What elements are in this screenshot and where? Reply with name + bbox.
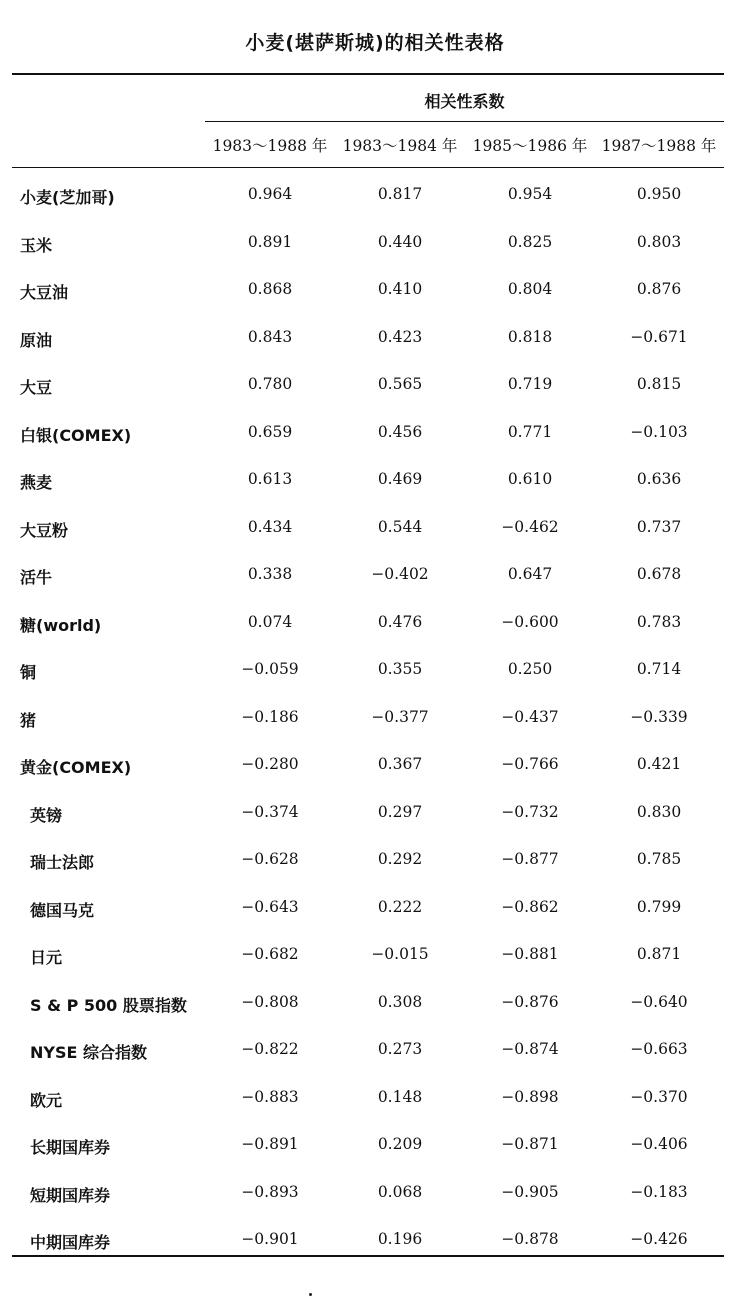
table-cell: −0.905: [501, 1183, 559, 1201]
table-cell: 0.421: [636, 755, 682, 773]
table-cell: −0.862: [501, 898, 559, 916]
table-cell: −0.901: [241, 1230, 299, 1248]
table-cell: 0.209: [377, 1135, 423, 1153]
table-cell: −0.059: [241, 660, 299, 678]
table-cell: 0.830: [636, 803, 682, 821]
row-label: 中期国库券: [30, 1233, 111, 1252]
table-cell: 0.719: [507, 375, 553, 393]
table-cell: 0.308: [377, 993, 423, 1011]
table-cell: −0.881: [501, 945, 559, 963]
table-row: [0, 371, 750, 401]
table-cell: −0.877: [501, 850, 559, 868]
row-label: 白银(COMEX): [20, 426, 132, 445]
table-row: [0, 1226, 750, 1256]
table-cell: −0.766: [501, 755, 559, 773]
table-cell: −0.600: [501, 613, 559, 631]
table-cell: −0.883: [241, 1088, 299, 1106]
table-cell: −0.402: [371, 565, 429, 583]
table-cell: 0.799: [636, 898, 682, 916]
row-label: 大豆: [20, 378, 53, 397]
table-cell: 0.610: [507, 470, 553, 488]
table-row: [0, 276, 750, 306]
table-cell: −0.643: [241, 898, 299, 916]
row-label: 德国马克: [30, 901, 95, 920]
table-row: [0, 419, 750, 449]
table-cell: −0.893: [241, 1183, 299, 1201]
table-cell: 0.074: [247, 613, 293, 631]
table-cell: −0.640: [630, 993, 688, 1011]
table-cell: 0.737: [636, 518, 682, 536]
row-label: 日元: [30, 948, 63, 967]
table-row: [0, 1036, 750, 1066]
table-cell: −0.426: [630, 1230, 688, 1248]
table-cell: 0.613: [247, 470, 293, 488]
table-row: [0, 609, 750, 639]
row-label: 铜: [20, 663, 37, 682]
table-cell: 0.636: [636, 470, 682, 488]
table-cell: 0.678: [636, 565, 682, 583]
table-cell: −0.339: [630, 708, 688, 726]
table-cell: 0.843: [247, 328, 293, 346]
table-cell: 0.817: [377, 185, 423, 203]
table-row: [0, 941, 750, 971]
table-cell: 0.815: [636, 375, 682, 393]
table-cell: −0.183: [630, 1183, 688, 1201]
column-header: 1987～1988 年: [601, 137, 717, 155]
table-cell: −0.663: [630, 1040, 688, 1058]
table-cell: 0.818: [507, 328, 553, 346]
row-label: 糖(world): [20, 616, 102, 635]
table-cell: 0.476: [377, 613, 423, 631]
table-cell: 0.825: [507, 233, 553, 251]
table-cell: −0.377: [371, 708, 429, 726]
table-row: [0, 514, 750, 544]
table-cell: 0.647: [507, 565, 553, 583]
table-row: [0, 799, 750, 829]
table-row: [0, 229, 750, 259]
table-cell: −0.891: [241, 1135, 299, 1153]
table-row: [0, 1131, 750, 1161]
table-cell: −0.103: [630, 423, 688, 441]
table-cell: 0.964: [247, 185, 293, 203]
table-cell: 0.250: [507, 660, 553, 678]
table-cell: −0.732: [501, 803, 559, 821]
row-label: 短期国库券: [30, 1186, 111, 1205]
table-cell: 0.876: [636, 280, 682, 298]
table-cell: 0.292: [377, 850, 423, 868]
table-cell: 0.273: [377, 1040, 423, 1058]
table-cell: 0.771: [507, 423, 553, 441]
table-cell: 0.440: [377, 233, 423, 251]
table-cell: −0.186: [241, 708, 299, 726]
table-row: [0, 181, 750, 211]
table-cell: −0.822: [241, 1040, 299, 1058]
table-cell: 0.469: [377, 470, 423, 488]
table-title: 小麦(堪萨斯城)的相关性表格: [245, 32, 505, 54]
row-label: 瑞士法郎: [30, 853, 95, 872]
table-cell: 0.222: [377, 898, 423, 916]
table-row: [0, 466, 750, 496]
table-cell: −0.876: [501, 993, 559, 1011]
column-header: 1983～1988 年: [212, 137, 328, 155]
row-label: 黄金(COMEX): [20, 758, 132, 777]
table-cell: 0.659: [247, 423, 293, 441]
table-row: [0, 561, 750, 591]
table-cell: 0.785: [636, 850, 682, 868]
table-cell: −0.628: [241, 850, 299, 868]
table-row: [0, 656, 750, 686]
table-row: [0, 894, 750, 924]
table-cell: 0.367: [377, 755, 423, 773]
table-cell: 0.434: [247, 518, 293, 536]
table-cell: −0.374: [241, 803, 299, 821]
table-row: [0, 1084, 750, 1114]
row-label: NYSE 综合指数: [30, 1043, 148, 1062]
table-row: [0, 704, 750, 734]
table-cell: 0.871: [636, 945, 682, 963]
table-row: [0, 324, 750, 354]
table-cell: 0.783: [636, 613, 682, 631]
bottom-rule: [12, 1255, 724, 1257]
table-cell: 0.297: [377, 803, 423, 821]
group-header-rule: [205, 121, 724, 122]
table-cell: 0.423: [377, 328, 423, 346]
column-header: 1985～1986 年: [472, 137, 588, 155]
table-cell: −0.406: [630, 1135, 688, 1153]
row-label: 猪: [20, 711, 37, 730]
top-rule: [12, 73, 724, 75]
row-label: 长期国库券: [30, 1138, 111, 1157]
table-cell: 0.804: [507, 280, 553, 298]
header-rule: [12, 167, 724, 168]
table-cell: 0.456: [377, 423, 423, 441]
table-row: [0, 1179, 750, 1209]
table-cell: 0.714: [636, 660, 682, 678]
row-label: 大豆粉: [20, 521, 69, 540]
table-cell: −0.808: [241, 993, 299, 1011]
table-cell: 0.196: [377, 1230, 423, 1248]
row-label: 欧元: [30, 1091, 63, 1110]
print-speck: [309, 1293, 312, 1296]
table-cell: −0.462: [501, 518, 559, 536]
table-cell: −0.682: [241, 945, 299, 963]
table-cell: 0.148: [377, 1088, 423, 1106]
table-cell: 0.950: [636, 185, 682, 203]
table-cell: 0.410: [377, 280, 423, 298]
table-cell: −0.370: [630, 1088, 688, 1106]
row-label: 英镑: [30, 806, 63, 825]
table-cell: 0.068: [377, 1183, 423, 1201]
table-row: [0, 751, 750, 781]
table-cell: 0.954: [507, 185, 553, 203]
row-label: 小麦(芝加哥): [20, 188, 115, 207]
row-label: S & P 500 股票指数: [30, 996, 187, 1015]
table-cell: −0.898: [501, 1088, 559, 1106]
group-header: 相关性系数: [424, 92, 505, 111]
table-cell: −0.015: [371, 945, 429, 963]
table-row: [0, 846, 750, 876]
table-cell: −0.437: [501, 708, 559, 726]
row-label: 燕麦: [20, 473, 53, 492]
table-cell: −0.280: [241, 755, 299, 773]
row-label: 活牛: [20, 568, 53, 587]
table-cell: −0.871: [501, 1135, 559, 1153]
table-cell: 0.868: [247, 280, 293, 298]
table-cell: 0.891: [247, 233, 293, 251]
table-cell: 0.803: [636, 233, 682, 251]
row-label: 原油: [20, 331, 53, 350]
table-cell: −0.878: [501, 1230, 559, 1248]
table-cell: −0.874: [501, 1040, 559, 1058]
table-row: [0, 989, 750, 1019]
table-cell: 0.544: [377, 518, 423, 536]
column-header: 1983～1984 年: [342, 137, 458, 155]
table-cell: −0.671: [630, 328, 688, 346]
table-cell: 0.565: [377, 375, 423, 393]
table-cell: 0.338: [247, 565, 293, 583]
table-cell: 0.780: [247, 375, 293, 393]
row-label: 大豆油: [20, 283, 69, 302]
table-cell: 0.355: [377, 660, 423, 678]
row-label: 玉米: [20, 236, 53, 255]
